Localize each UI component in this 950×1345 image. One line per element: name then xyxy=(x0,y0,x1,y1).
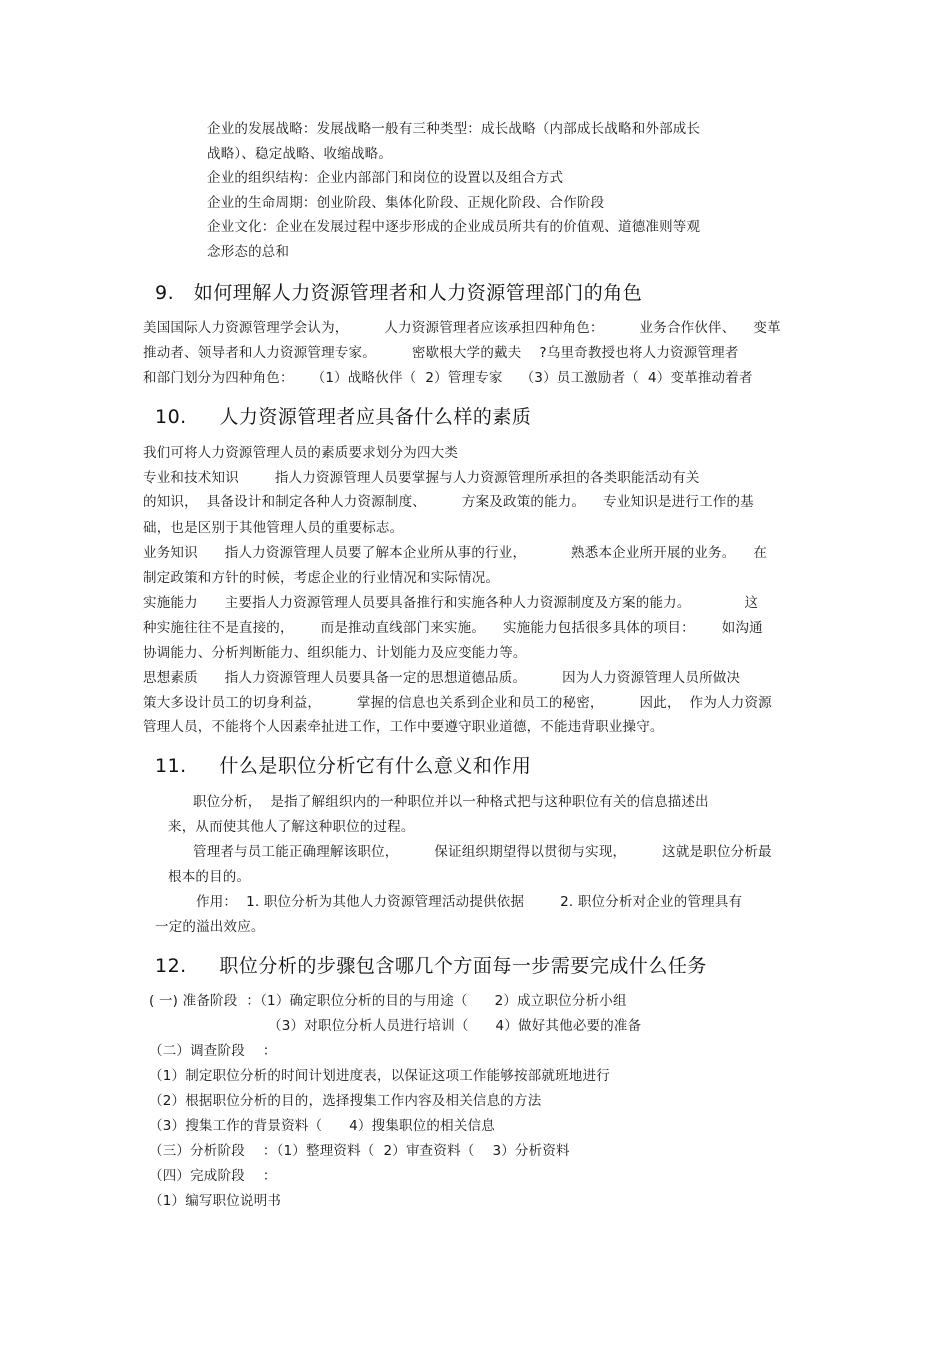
paragraph-line: （1）制定职位分析的时间计划进度表，以保证这项工作能够按部就班地进行 xyxy=(149,1068,610,1084)
paragraph-line: 作用： 1. 职位分析为其他人力资源管理活动提供依据 2. 职位分析对企业的管理具有 xyxy=(196,894,743,910)
intro-line: 企业的组织结构：企业内部部门和岗位的设置以及组合方式 xyxy=(207,170,564,186)
paragraph-line: 根本的目的。 xyxy=(168,869,251,885)
paragraph-line: 管理者与员工能正确理解该职位， 保证组织期望得以贯彻与实现， 这就是职位分析最 xyxy=(193,844,772,860)
intro-line: 念形态的总和 xyxy=(207,244,290,260)
paragraph-line: 策大多设计员工的切身利益， 掌握的信息也关系到企业和员工的秘密， 因此， 作为人力资源 xyxy=(143,695,772,711)
paragraph-line: 实施能力 主要指人力资源管理人员要具备推行和实施各种人力资源制度及方案的能力。 这 xyxy=(143,595,759,611)
paragraph-line: 础，也是区别于其他管理人员的重要标志。 xyxy=(143,520,404,536)
paragraph-line: （三）分析阶段 ：（1）整理资料（ 2）审查资料（ 3）分析资料 xyxy=(149,1143,570,1159)
paragraph-line: 美国国际人力资源管理学会认为， 人力资源管理者应该承担四种角色： 业务合作伙伴、 变革 xyxy=(143,320,781,336)
intro-line: 企业的生命周期：创业阶段、集体化阶段、正规化阶段、合作阶段 xyxy=(207,195,605,211)
intro-line: 企业文化：企业在发展过程中逐步形成的企业成员所共有的价值观、道德准则等观 xyxy=(207,219,701,235)
section-heading-12: 12. 职位分析的步骤包含哪几个方面每一步需要完成什么任务 xyxy=(155,955,707,977)
paragraph-line: 和部门划分为四种角色： （1）战略伙伴（ 2）管理专家 （3）员工激励者（ 4）变革推动着者 xyxy=(143,370,753,386)
paragraph-line: 制定政策和方针的时候，考虑企业的行业情况和实际情况。 xyxy=(143,570,500,586)
paragraph-line: 专业和技术知识 指人力资源管理人员要掌握与人力资源管理所承担的各类职能活动有关 xyxy=(143,470,700,486)
paragraph-line: （3）对职位分析人员进行培训（ 4）做好其他必要的准备 xyxy=(268,1018,642,1034)
paragraph-line: 来，从而使其他人了解这种职位的过程。 xyxy=(168,819,415,835)
paragraph-line: 协调能力、分析判断能力、组织能力、计划能力及应变能力等。 xyxy=(143,645,527,661)
section-heading-10: 10. 人力资源管理者应具备什么样的素质 xyxy=(155,406,532,428)
paragraph-line: 的知识， 具备设计和制定各种人力资源制度、 方案及政策的能力。 专业知识是进行工作的基 xyxy=(143,494,754,510)
paragraph-line: 思想素质 指人力资源管理人员要具备一定的思想道德品质。 因为人力资源管理人员所做决 xyxy=(143,670,741,686)
paragraph-line: 推动者、领导者和人力资源管理专家。 密歇根大学的戴夫 ?乌里奇教授也将人力资源管理者 xyxy=(143,345,739,361)
paragraph-line: 业务知识 指人力资源管理人员要了解本企业所从事的行业， 熟悉本企业所开展的业务。 在 xyxy=(143,545,768,561)
paragraph-line: 一定的溢出效应。 xyxy=(155,919,265,935)
paragraph-line: 我们可将人力资源管理人员的素质要求划分为四大类 xyxy=(143,445,459,461)
intro-line: 战略）、稳定战略、收缩战略。 xyxy=(207,146,393,162)
intro-line: 企业的发展战略：发展战略一般有三种类型：成长战略（内部成长战略和外部成长 xyxy=(207,121,701,137)
paragraph-line: 管理人员，不能将个人因素牵扯进工作，工作中要遵守职业道德，不能违背职业操守。 xyxy=(143,719,664,735)
paragraph-line: （1）编写职位说明书 xyxy=(149,1193,282,1209)
paragraph-line: （四）完成阶段 ： xyxy=(149,1168,277,1184)
section-heading-9: 9. 如何理解人力资源管理者和人力资源管理部门的角色 xyxy=(155,282,643,304)
section-heading-11: 11. 什么是职位分析它有什么意义和作用 xyxy=(155,755,532,777)
paragraph-line: （二）调查阶段 ： xyxy=(149,1043,277,1059)
paragraph-line: 职位分析， 是指了解组织内的一种职位并以一种格式把与这种职位有关的信息描述出 xyxy=(193,794,709,810)
paragraph-line: 种实施往往不是直接的， 而是推动直线部门来实施。 实施能力包括很多具体的项目： 如沟通 xyxy=(143,620,763,636)
paragraph-line: （2）根据职位分析的目的，选择搜集工作内容及相关信息的方法 xyxy=(149,1093,542,1109)
paragraph-line: （3）搜集工作的背景资料（ 4）搜集职位的相关信息 xyxy=(149,1118,495,1134)
paragraph-line: ( 一) 准备阶段 ：（1）确定职位分析的目的与用途（ 2）成立职位分析小组 xyxy=(149,993,627,1009)
